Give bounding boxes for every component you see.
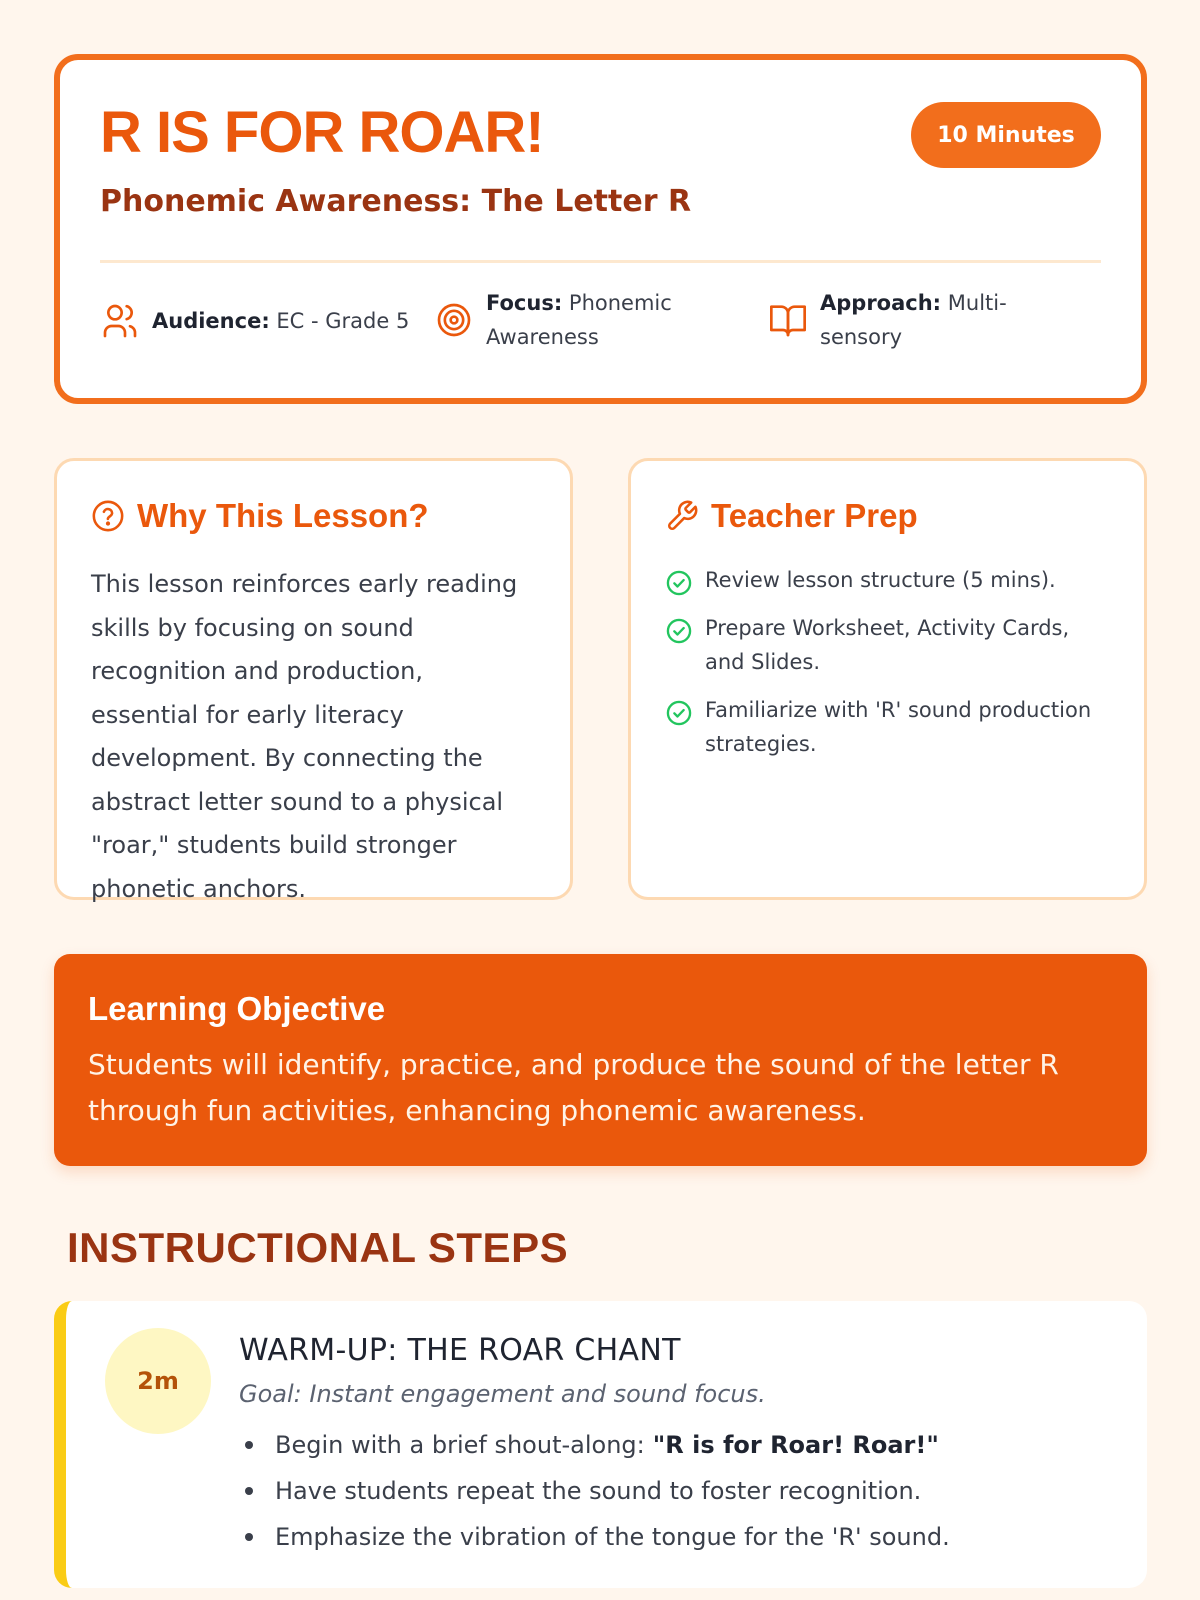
duration-badge: 10 Minutes [911, 102, 1101, 168]
meta-approach-value: Multi-sensory [820, 291, 1007, 349]
prep-item [665, 563, 1110, 597]
check-circle-icon [665, 617, 693, 645]
meta-audience [100, 301, 409, 341]
learning-objective-title: Learning Objective [88, 990, 386, 1027]
instructional-steps-heading: INSTRUCTIONAL STEPS [67, 1224, 569, 1271]
meta-focus-label: Focus: [486, 291, 563, 315]
prep-item-text: Review lesson structure (5 mins). [705, 568, 1056, 592]
meta-audience-value: EC - Grade 5 [276, 309, 410, 333]
bullet-dot [245, 1533, 253, 1541]
bullet-dot [245, 1441, 253, 1449]
why-lesson-title: Why This Lesson? [137, 497, 429, 534]
learning-objective-text: Students will identify, practice, and produce the sound of the letter R through fun activities, enhancing phonemic awareness. [88, 1048, 1059, 1127]
meta-approach-label: Approach: [820, 291, 942, 315]
book-open-icon [768, 300, 808, 340]
teacher-prep-heading [665, 497, 1110, 535]
lesson-subtitle: Phonemic Awareness: The Letter R [100, 184, 692, 219]
step-bullet-text: Begin with a brief shout-along: [275, 1431, 645, 1459]
prep-item-text: Familiarize with 'R' sound production strategies. [705, 698, 1092, 756]
meta-approach-text [820, 286, 1020, 354]
why-lesson-heading [91, 497, 536, 535]
step-body [239, 1333, 1117, 1560]
step-time-badge: 2m [105, 1328, 211, 1434]
meta-focus-value: Phonemic Awareness [486, 291, 672, 349]
target-icon [434, 300, 474, 340]
lesson-meta-row [100, 291, 1101, 366]
meta-approach [768, 286, 1058, 354]
teacher-prep-title: Teacher Prep [711, 497, 918, 534]
step-goal: Goal: Instant engagement and sound focus. [239, 1380, 766, 1408]
step-bullet-text: Emphasize the vibration of the tongue for the 'R' sound. [275, 1523, 950, 1551]
meta-focus-text [486, 286, 686, 354]
prep-item-text: Prepare Worksheet, Activity Cards, and Slides. [705, 616, 1070, 674]
prep-item [665, 611, 1110, 679]
lesson-header-card [54, 54, 1147, 404]
bullet-dot [245, 1487, 253, 1495]
question-circle-icon [91, 499, 125, 533]
teacher-prep-list [665, 563, 1110, 761]
step-bullet [239, 1514, 1117, 1560]
learning-objective-banner [54, 954, 1147, 1166]
check-circle-icon [665, 699, 693, 727]
step-bullet-emphasis: "R is for Roar! Roar!" [652, 1431, 939, 1459]
lesson-title: R IS FOR ROAR! [100, 100, 544, 165]
step-bullet [239, 1468, 1117, 1514]
meta-audience-label: Audience: [152, 309, 270, 333]
step-bullet-list [239, 1422, 1117, 1560]
why-lesson-card [54, 458, 573, 903]
meta-focus [434, 286, 694, 354]
step-bullet [239, 1422, 1117, 1468]
step-bullet-text: Have students repeat the sound to foster recognition. [275, 1477, 922, 1505]
meta-audience-text [152, 304, 409, 338]
step-card [54, 1301, 1147, 1588]
header-divider [100, 260, 1101, 263]
prep-item [665, 693, 1110, 761]
check-circle-icon [665, 569, 693, 597]
teacher-prep-card [628, 458, 1147, 900]
why-lesson-text: This lesson reinforces early reading skills by focusing on sound recognition and production, essential for early literacy development. By connecting the abstract letter sound to a physical "roar," students build stronger phonetic anchors. [91, 570, 518, 903]
step-title: WARM-UP: THE ROAR CHANT [239, 1333, 681, 1368]
users-icon [100, 301, 140, 341]
wrench-icon [665, 499, 699, 533]
